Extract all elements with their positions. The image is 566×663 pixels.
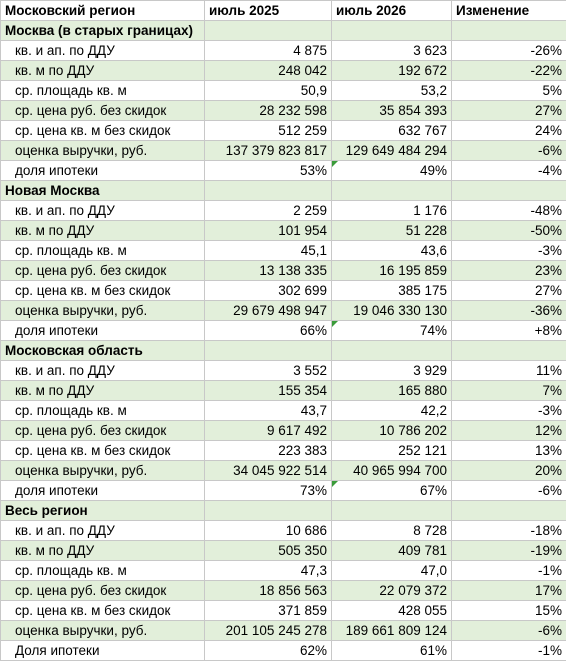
july-2026-cell[interactable]: 129 649 484 294 (332, 141, 452, 161)
table-row (1, 541, 566, 561)
metric-label-cell[interactable]: оценка выручки, руб. (1, 141, 205, 161)
section-header-row (1, 21, 566, 41)
header-july-2025[interactable]: июль 2025 (205, 1, 332, 21)
metric-label-cell[interactable]: оценка выручки, руб. (1, 461, 205, 481)
july-2026-cell[interactable]: 51 228 (332, 221, 452, 241)
metric-label-cell[interactable]: ср. площадь кв. м (1, 401, 205, 421)
july-2025-cell[interactable]: 371 859 (205, 601, 332, 621)
metric-label-cell[interactable]: кв. м по ДДУ (1, 541, 205, 561)
metric-label-cell[interactable]: кв. и ап. по ДДУ (1, 521, 205, 541)
july-2025-cell[interactable]: 505 350 (205, 541, 332, 561)
empty-cell[interactable] (205, 341, 332, 361)
table-row (1, 401, 566, 421)
table-row (1, 161, 566, 181)
empty-cell[interactable] (452, 501, 566, 521)
july-2026-cell[interactable]: 47,0 (332, 561, 452, 581)
change-cell[interactable]: -50% (452, 221, 566, 241)
july-2025-cell[interactable]: 73% (205, 481, 332, 501)
table-row (1, 121, 566, 141)
table-row (1, 381, 566, 401)
empty-cell[interactable] (452, 341, 566, 361)
table-row (1, 421, 566, 441)
july-2026-cell[interactable]: 428 055 (332, 601, 452, 621)
table-row (1, 221, 566, 241)
metric-label-cell[interactable]: ср. цена руб. без скидок (1, 421, 205, 441)
change-cell[interactable]: -22% (452, 61, 566, 81)
july-2026-cell[interactable]: 3 929 (332, 361, 452, 381)
july-2025-cell[interactable]: 101 954 (205, 221, 332, 241)
july-2026-cell[interactable]: 67% (332, 481, 452, 501)
table-row (1, 101, 566, 121)
change-cell[interactable]: -6% (452, 481, 566, 501)
table-row (1, 521, 566, 541)
empty-cell[interactable] (205, 181, 332, 201)
table-row (1, 561, 566, 581)
july-2026-cell[interactable]: 53,2 (332, 81, 452, 101)
metric-label-cell[interactable]: оценка выручки, руб. (1, 621, 205, 641)
july-2026-cell[interactable]: 49% (332, 161, 452, 181)
change-cell[interactable]: 27% (452, 101, 566, 121)
metric-label-cell[interactable]: доля ипотеки (1, 161, 205, 181)
table-row (1, 641, 566, 661)
july-2025-cell[interactable]: 9 617 492 (205, 421, 332, 441)
empty-cell[interactable] (452, 181, 566, 201)
change-cell[interactable]: 7% (452, 381, 566, 401)
change-cell[interactable]: -3% (452, 241, 566, 261)
metric-label-cell[interactable]: оценка выручки, руб. (1, 301, 205, 321)
change-cell[interactable]: 23% (452, 261, 566, 281)
table-row (1, 61, 566, 81)
table-row (1, 241, 566, 261)
july-2026-cell[interactable]: 632 767 (332, 121, 452, 141)
july-2026-cell[interactable]: 252 121 (332, 441, 452, 461)
table-row (1, 141, 566, 161)
table-row (1, 601, 566, 621)
empty-cell[interactable] (332, 181, 452, 201)
july-2026-cell[interactable]: 22 079 372 (332, 581, 452, 601)
metric-label-cell[interactable]: ср. цена кв. м без скидок (1, 601, 205, 621)
metric-label-cell[interactable]: кв. м по ДДУ (1, 61, 205, 81)
table-row (1, 41, 566, 61)
empty-cell[interactable] (205, 501, 332, 521)
july-2026-cell[interactable]: 19 046 330 130 (332, 301, 452, 321)
july-2025-cell[interactable]: 62% (205, 641, 332, 661)
change-cell[interactable]: 20% (452, 461, 566, 481)
july-2025-cell[interactable]: 3 552 (205, 361, 332, 381)
metric-label-cell[interactable]: ср. цена кв. м без скидок (1, 121, 205, 141)
metric-label-cell[interactable]: ср. цена руб. без скидок (1, 101, 205, 121)
change-cell[interactable]: -26% (452, 41, 566, 61)
july-2025-cell[interactable]: 2 259 (205, 201, 332, 221)
change-cell[interactable]: -18% (452, 521, 566, 541)
metric-label-cell[interactable]: кв. и ап. по ДДУ (1, 361, 205, 381)
july-2026-cell[interactable]: 16 195 859 (332, 261, 452, 281)
july-2025-cell[interactable]: 47,3 (205, 561, 332, 581)
july-2025-cell[interactable]: 34 045 922 514 (205, 461, 332, 481)
july-2025-cell[interactable]: 248 042 (205, 61, 332, 81)
table-row (1, 321, 566, 341)
change-cell[interactable]: -6% (452, 621, 566, 641)
july-2026-cell[interactable]: 61% (332, 641, 452, 661)
july-2026-cell[interactable]: 3 623 (332, 41, 452, 61)
empty-cell[interactable] (332, 21, 452, 41)
table-row (1, 281, 566, 301)
july-2025-cell[interactable]: 66% (205, 321, 332, 341)
table-row (1, 441, 566, 461)
july-2026-cell[interactable]: 74% (332, 321, 452, 341)
table-row (1, 201, 566, 221)
july-2026-cell[interactable]: 192 672 (332, 61, 452, 81)
july-2026-cell[interactable]: 42,2 (332, 401, 452, 421)
metric-label-cell[interactable]: ср. площадь кв. м (1, 561, 205, 581)
july-2025-cell[interactable]: 45,1 (205, 241, 332, 261)
july-2026-cell[interactable]: 385 175 (332, 281, 452, 301)
july-2025-cell[interactable]: 13 138 335 (205, 261, 332, 281)
metric-label-cell[interactable]: кв. м по ДДУ (1, 221, 205, 241)
header-change[interactable]: Изменение (452, 1, 566, 21)
section-title[interactable]: Москва (в старых границах) (1, 21, 205, 41)
july-2026-cell[interactable]: 43,6 (332, 241, 452, 261)
header-row (1, 1, 566, 21)
change-cell[interactable]: -6% (452, 141, 566, 161)
change-cell[interactable]: 11% (452, 361, 566, 381)
july-2025-cell[interactable]: 28 232 598 (205, 101, 332, 121)
july-2025-cell[interactable]: 50,9 (205, 81, 332, 101)
july-2026-cell[interactable]: 189 661 809 124 (332, 621, 452, 641)
change-cell[interactable]: 17% (452, 581, 566, 601)
july-2026-cell[interactable]: 409 781 (332, 541, 452, 561)
metric-label-cell[interactable]: ср. площадь кв. м (1, 81, 205, 101)
july-2026-cell[interactable]: 40 965 994 700 (332, 461, 452, 481)
july-2025-cell[interactable]: 53% (205, 161, 332, 181)
july-2025-cell[interactable]: 155 354 (205, 381, 332, 401)
change-cell[interactable]: 15% (452, 601, 566, 621)
metric-label-cell[interactable]: доля ипотеки (1, 321, 205, 341)
change-cell[interactable]: 27% (452, 281, 566, 301)
july-2025-cell[interactable]: 223 383 (205, 441, 332, 461)
metric-label-cell[interactable]: ср. площадь кв. м (1, 241, 205, 261)
change-cell[interactable]: 12% (452, 421, 566, 441)
table-row (1, 581, 566, 601)
change-cell[interactable]: +8% (452, 321, 566, 341)
metric-label-cell[interactable]: ср. цена руб. без скидок (1, 261, 205, 281)
section-header-row (1, 341, 566, 361)
table-row (1, 81, 566, 101)
change-cell[interactable]: 13% (452, 441, 566, 461)
july-2025-cell[interactable]: 18 856 563 (205, 581, 332, 601)
metric-label-cell[interactable]: ср. цена кв. м без скидок (1, 441, 205, 461)
metric-label-cell[interactable]: кв. и ап. по ДДУ (1, 201, 205, 221)
table-row (1, 301, 566, 321)
section-title[interactable]: Московская область (1, 341, 205, 361)
empty-cell[interactable] (205, 21, 332, 41)
change-cell[interactable]: -19% (452, 541, 566, 561)
section-header-row (1, 181, 566, 201)
table-row (1, 481, 566, 501)
change-cell[interactable]: -36% (452, 301, 566, 321)
july-2025-cell[interactable]: 512 259 (205, 121, 332, 141)
change-cell[interactable]: -48% (452, 201, 566, 221)
july-2025-cell[interactable]: 201 105 245 278 (205, 621, 332, 641)
change-cell[interactable]: -1% (452, 561, 566, 581)
july-2026-cell[interactable]: 35 854 393 (332, 101, 452, 121)
metric-label-cell[interactable]: ср. цена кв. м без скидок (1, 281, 205, 301)
change-cell[interactable]: -4% (452, 161, 566, 181)
header-july-2026[interactable]: июль 2026 (332, 1, 452, 21)
july-2026-cell[interactable]: 165 880 (332, 381, 452, 401)
metric-label-cell[interactable]: ср. цена руб. без скидок (1, 581, 205, 601)
table-row (1, 461, 566, 481)
july-2025-cell[interactable]: 4 875 (205, 41, 332, 61)
empty-cell[interactable] (452, 21, 566, 41)
section-title[interactable]: Весь регион (1, 501, 205, 521)
change-cell[interactable]: 5% (452, 81, 566, 101)
july-2025-cell[interactable]: 43,7 (205, 401, 332, 421)
change-cell[interactable]: 24% (452, 121, 566, 141)
section-header-row (1, 501, 566, 521)
empty-cell[interactable] (332, 341, 452, 361)
empty-cell[interactable] (332, 501, 452, 521)
metric-label-cell[interactable]: Доля ипотеки (1, 641, 205, 661)
table-row (1, 621, 566, 641)
july-2026-cell[interactable]: 8 728 (332, 521, 452, 541)
july-2025-cell[interactable]: 302 699 (205, 281, 332, 301)
table-body (1, 21, 566, 661)
table-row (1, 261, 566, 281)
header-region[interactable]: Московский регион (1, 1, 205, 21)
july-2025-cell[interactable]: 29 679 498 947 (205, 301, 332, 321)
table-row (1, 361, 566, 381)
section-title[interactable]: Новая Москва (1, 181, 205, 201)
july-2025-cell[interactable]: 10 686 (205, 521, 332, 541)
july-2026-cell[interactable]: 1 176 (332, 201, 452, 221)
july-2026-cell[interactable]: 10 786 202 (332, 421, 452, 441)
july-2025-cell[interactable]: 137 379 823 817 (205, 141, 332, 161)
change-cell[interactable]: -3% (452, 401, 566, 421)
change-cell[interactable]: -1% (452, 641, 566, 661)
metric-label-cell[interactable]: доля ипотеки (1, 481, 205, 501)
metric-label-cell[interactable]: кв. и ап. по ДДУ (1, 41, 205, 61)
metric-label-cell[interactable]: кв. м по ДДУ (1, 381, 205, 401)
